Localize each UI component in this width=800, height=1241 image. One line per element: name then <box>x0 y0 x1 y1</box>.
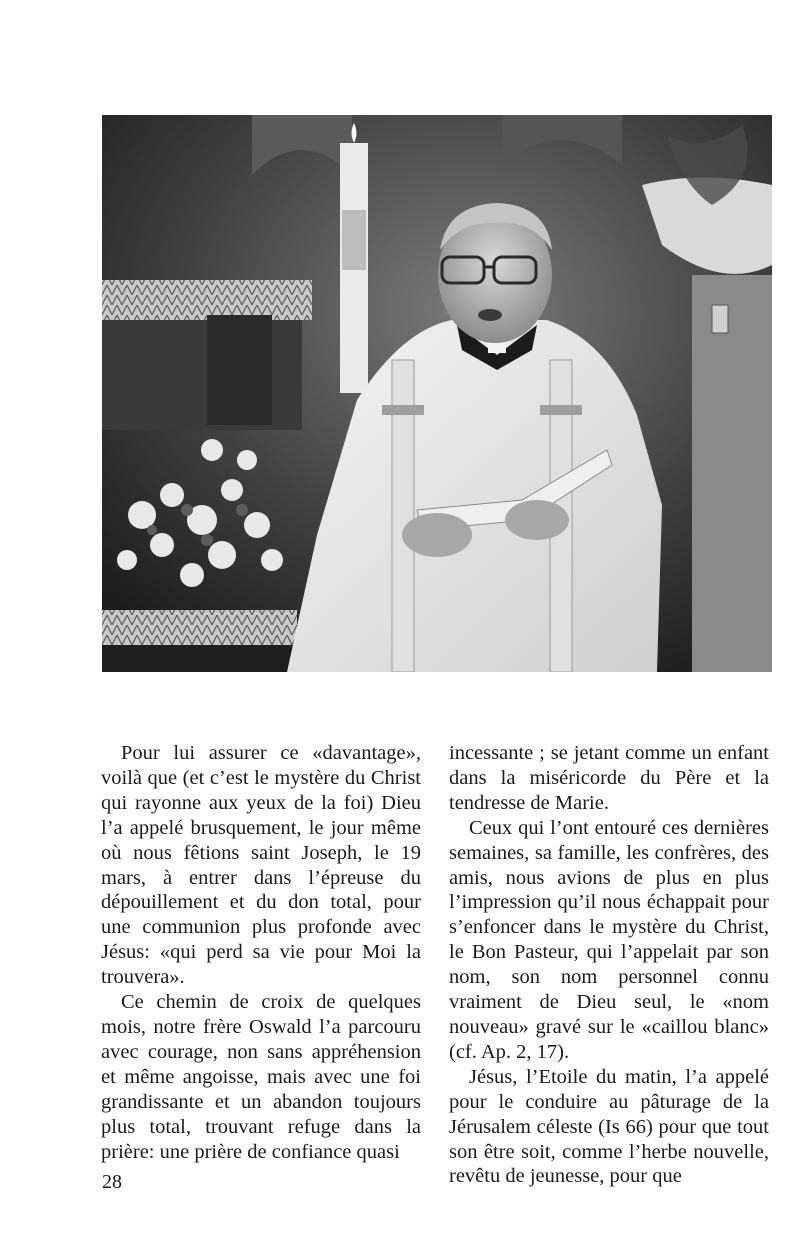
paragraph: Pour lui assurer ce «davantage», voilà que (et c’est le mystère du Christ qui rayonne aux yeux de la foi) Dieu l’a appelé brusquement, le jour même où nous fêtions saint Joseph, le 19 mars, à entrer dans l’épreuse du dépouillement et du don total, pour une communion plus profonde avec Jésus: «qui perd sa vie pour Moi la trouvera». <box>101 742 421 989</box>
priest-photo-illustration <box>102 115 772 672</box>
photograph <box>102 115 772 672</box>
paragraph-continuation: incessante ; se jetant comme un enfant dans la miséricorde du Père et la tendresse de Marie. <box>449 742 769 814</box>
paragraph: Jésus, l’Etoile du matin, l’a appelé pour le conduire au pâturage de la Jérusalem céleste (Is 66) pour que tout son être soit, comme l’herbe nouvelle, revêtu de jeunesse, pour que <box>449 1065 769 1188</box>
paragraph: Ce chemin de croix de quelques mois, notre frère Oswald l’a parcouru avec courage, non sans appréhension et même angoisse, mais avec une foi grandissante et un abandon toujours plus total, trouvant refuge dans la prière: une prière de confiance quasi <box>101 991 421 1163</box>
paragraph: Ceux qui l’ont entouré ces dernières semaines, sa famille, les confrères, des amis, nous avions de plus en plus l’impression qu’il nous échappait pour s’enfoncer dans le mystère du Christ, le Bon Pasteur, qui l’appelait par son nom, son nom personnel connu vraiment de Dieu seul, le «nom nouveau» gravé sur le «caillou blanc» (cf. Ap. 2, 17). <box>449 816 769 1063</box>
right-text-column <box>449 741 769 1189</box>
page-number: 28 <box>102 1171 122 1193</box>
left-text-column <box>101 741 421 1164</box>
